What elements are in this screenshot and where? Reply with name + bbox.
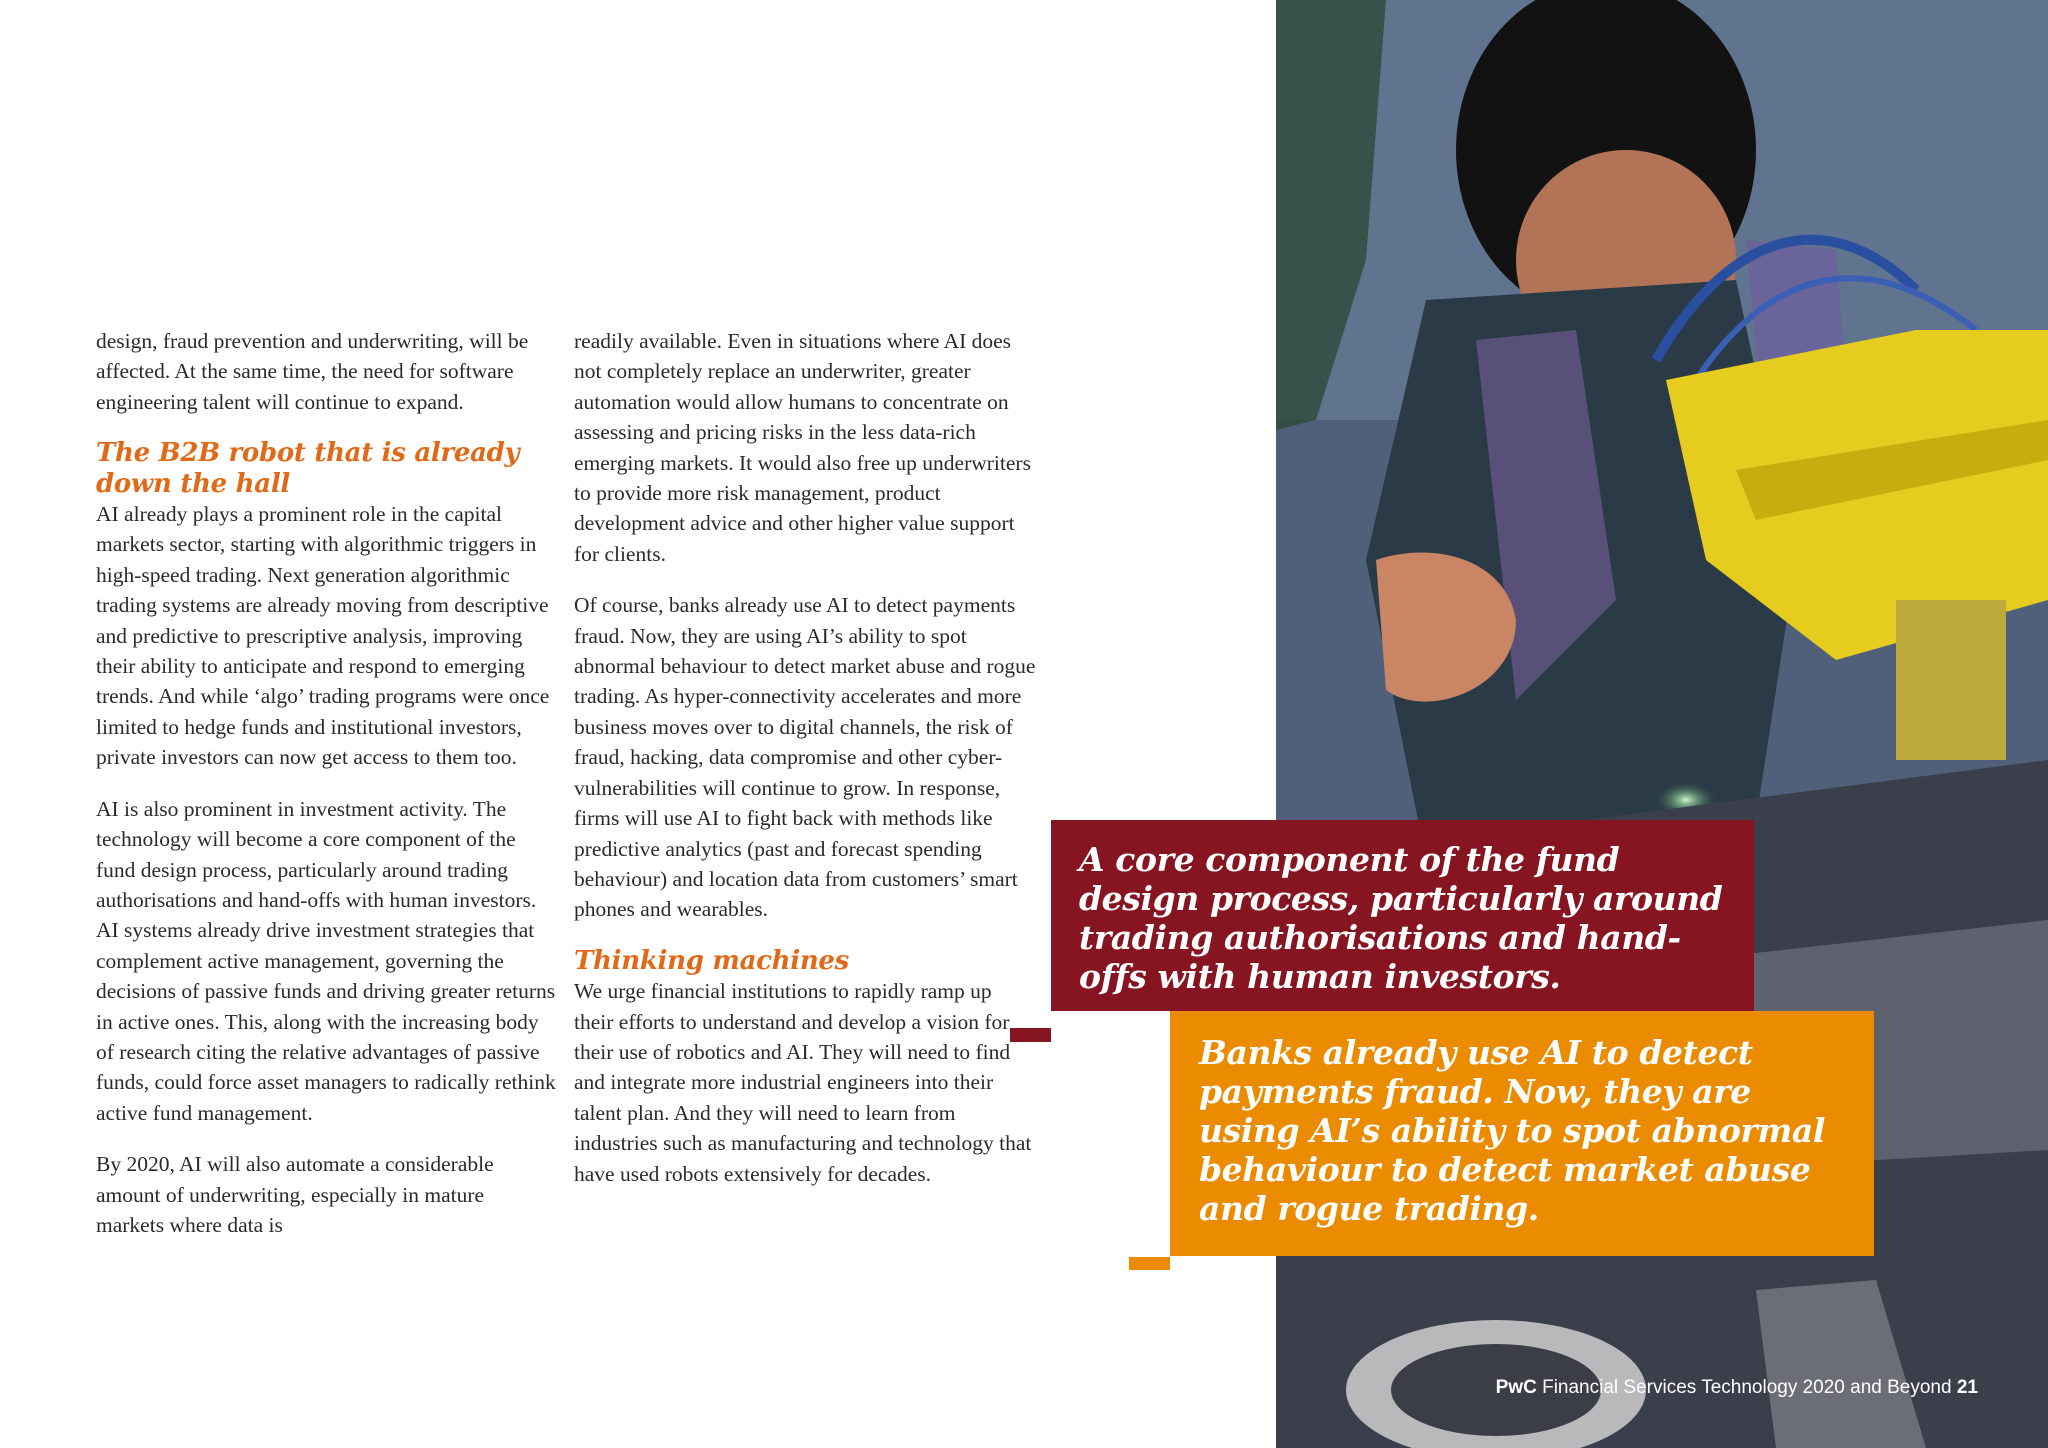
paragraph: We urge financial institutions to rapidly ramp up their efforts to understand and develop a vision for their use of robotics and AI. They will need to find and integrate more industrial engineers into their talent plan. And they will need to learn from industries such as manufacturing and technology that have used robots extensively for decades. xyxy=(574,979,1032,1186)
footer-brand: PwC xyxy=(1495,1377,1537,1398)
footer-title: Financial Services Technology 2020 and Beyond xyxy=(1542,1377,1952,1398)
section-heading: The B2B robot that is already down the hall xyxy=(96,438,520,499)
paragraph: Of course, banks already use AI to detect payments fraud. Now, they are using AI’s ability to spot abnormal behaviour to detect market abuse and rogue trading. As hyper-connectivity accelerates and more business moves over to digital channels, the risk of fraud, hacking, data compromise and other cyber-vulnerabilities will continue to grow. In response, firms will use AI to fight back with methods like predictive analytics (past and forecast spending behaviour) and location data from customers’ smart phones and wearables. xyxy=(574,593,1036,922)
paragraph: By 2020, AI will also automate a considerable amount of underwriting, especially in mature markets where data is xyxy=(96,1152,494,1237)
paragraph: AI already plays a prominent role in the capital markets sector, starting with algorithmic triggers in high-speed trading. Next generation algorithmic trading systems are already moving from descriptive and predictive to prescriptive analysis, improving their ability to anticipate and respond to emerging trends. And while ‘algo’ trading programs were once limited to hedge funds and institutional investors, private investors can now get access to them too. xyxy=(96,502,550,770)
quote-accent-tab xyxy=(1010,1028,1051,1042)
paragraph: design, fraud prevention and underwriting, will be affected. At the same time, the need for software engineering talent will continue to expand. xyxy=(96,329,529,414)
page-footer xyxy=(1496,1377,1978,1399)
text-column-right xyxy=(574,326,1036,1210)
quote-accent-tab xyxy=(1129,1257,1170,1270)
paragraph: readily available. Even in situations where AI does not completely replace an underwriter, greater automation would allow humans to concentrate on assessing and pricing risks in the less data-rich emerging markets. It would also free up underwriters to provide more risk management, product development advice and other higher value support for clients. xyxy=(574,329,1031,566)
section-heading: Thinking machines xyxy=(574,945,850,976)
page-number: 21 xyxy=(1956,1377,1978,1398)
pull-quote-maroon: A core component of the fund design process, particularly around trading authorisations and hand-offs with human investors. xyxy=(1051,820,1754,1011)
text-column-left xyxy=(96,326,556,1261)
pull-quote-orange: Banks already use AI to detect payments fraud. Now, they are using AI’s ability to spot abnormal behaviour to detect market abuse and rogue trading. xyxy=(1170,1011,1874,1256)
paragraph: AI is also prominent in investment activity. The technology will become a core component of the fund design process, particularly around trading authorisations and hand-offs with human investors. AI systems already drive investment strategies that complement active management, governing the decisions of passive funds and driving greater returns in active ones. This, along with the increasing body of research citing the relative advantages of passive funds, could force asset managers to radically rethink active fund management. xyxy=(96,796,556,1125)
